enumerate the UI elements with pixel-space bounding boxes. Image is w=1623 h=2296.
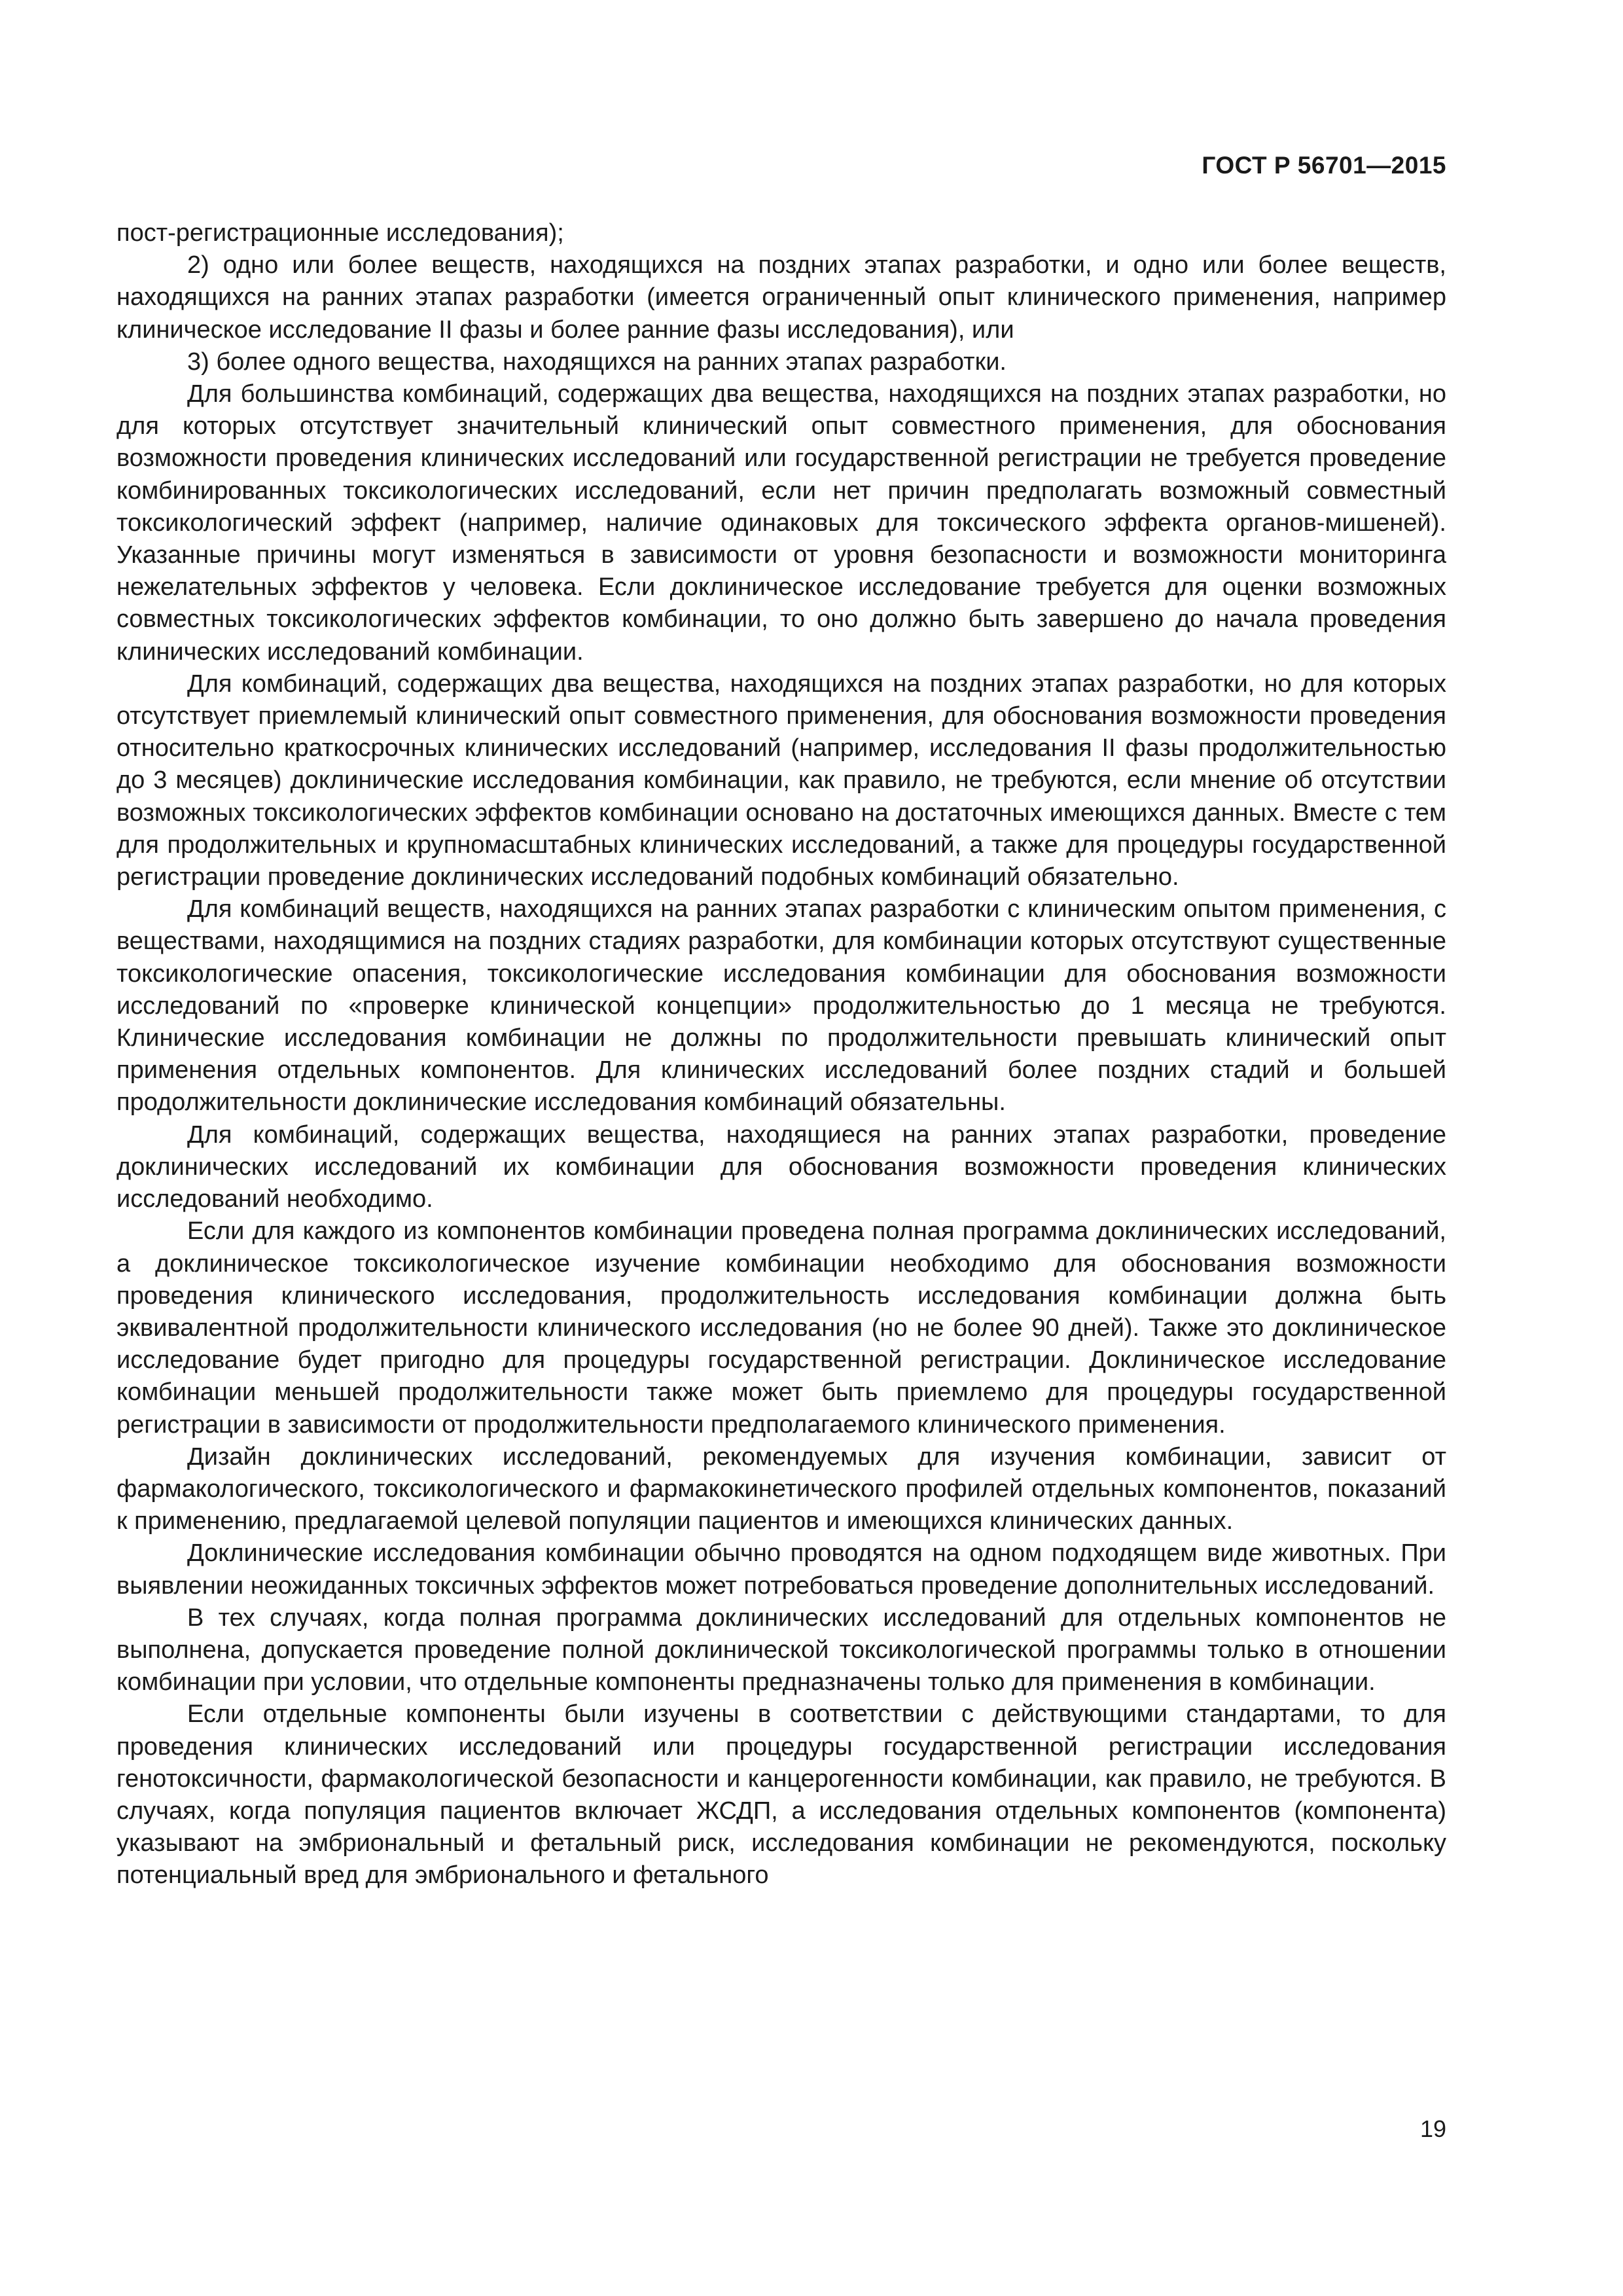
paragraph: Для комбинаций, содержащих два вещества, находящихся на поздних этапах разработки, но для которых отсутствует приемлемый клинический опыт совместного применения, для обоснования возможности проведения относительно краткосрочных клинических исследований (например, исследования II фазы продолжительностью до 3 месяцев) доклинические исследования комбинации, как правило, не требуются, если мнение об отсутствии возможных токсикологических эффектов комбинации основано на достаточных имеющихся данных. Вместе с тем для продолжительных и крупномасштабных клинических исследований, а также для процедуры государственной регистрации проведение доклинических исследований подобных комбинаций обязательно. bbox=[116, 670, 1446, 891]
paragraph: В тех случаях, когда полная программа доклинических исследований для отдельных компонентов не выполнена, допускается проведение полной доклинической токсикологической программы только в отношении комбинации при условии, что отдельные компоненты предназначены только для применения в комбинации. bbox=[116, 1604, 1446, 1696]
document-body bbox=[116, 217, 1446, 1892]
paragraph: Для большинства комбинаций, содержащих два вещества, находящихся на поздних этапах разработки, но для которых отсутствует значительный клинический опыт совместного применения, для обоснования возможности проведения клинических исследований или государственной регистрации не требуется проведение комбинированных токсикологических исследований, если нет причин предполагать возможный совместный токсикологический эффект (например, наличие одинаковых для токсического эффекта органов-мишеней). Указанные причины могут изменяться в зависимости от уровня безопасности и возможности мониторинга нежелательных эффектов у человека. Если доклиническое исследование требуется для оценки возможных совместных токсикологических эффектов комбинации, то оно должно быть завершено до начала проведения клинических исследований комбинации. bbox=[116, 380, 1446, 666]
paragraph: Для комбинаций, содержащих вещества, находящиеся на ранних этапах разработки, проведение доклинических исследований их комбинации для обоснования возможности проведения клинических исследований необходимо. bbox=[116, 1121, 1446, 1213]
document-header: ГОСТ Р 56701—2015 bbox=[1202, 152, 1446, 179]
paragraph: Если для каждого из компонентов комбинации проведена полная программа доклинических исследований, а доклиническое токсикологическое изучение комбинации необходимо для обоснования возможности проведения клинического исследования, продолжительность исследования комбинации должна быть эквивалентной продолжительности клинического исследования (но не более 90 дней). Также это доклиническое исследование будет пригодно для процедуры государственной регистрации. Доклиническое исследование комбинации меньшей продолжительности также может быть приемлемо для процедуры государственной регистрации в зависимости от продолжительности предполагаемого клинического применения. bbox=[116, 1217, 1446, 1439]
paragraph: Для комбинаций веществ, находящихся на ранних этапах разработки с клиническим опытом применения, с веществами, находящимися на поздних стадиях разработки, для комбинации которых отсутствуют существенные токсикологические опасения, токсикологические исследования комбинации для обоснования возможности исследований по «проверке клинической концепции» продолжительностью до 1 месяца не требуются. Клинические исследования комбинации не должны по продолжительности превышать клинический опыт применения отдельных компонентов. Для клинических исследований более поздних стадий и большей продолжительности доклинические исследования комбинаций обязательны. bbox=[116, 895, 1446, 1117]
list-item-3: 3) более одного вещества, находящихся на ранних этапах разработки. bbox=[187, 348, 1007, 376]
paragraph: Если отдельные компоненты были изучены в соответствии с действующими стандартами, то для проведения клинических исследований или процедуры государственной регистрации исследования генотоксичности, фармакологической безопасности и канцерогенности комбинации, как правило, не требуются. В случаях, когда популяция пациентов включает ЖСДП, а исследования отдельных компонентов (компонента) указывают на эмбриональный и фетальный риск, исследования комбинации не рекомендуются, поскольку потенциальный вред для эмбрионального и фетального bbox=[116, 1700, 1446, 1890]
list-item-2: 2) одно или более веществ, находящихся на поздних этапах разработки, и одно или более веществ, находящихся на ранних этапах разработки (имеется ограниченный опыт клинического применения, например клиническое исследование II фазы и более ранние фазы исследования), или bbox=[116, 251, 1446, 344]
paragraph-continuation: пост-регистрационные исследования); bbox=[116, 219, 564, 247]
paragraph: Доклинические исследования комбинации обычно проводятся на одном подходящем виде животных. При выявлении неожиданных токсичных эффектов может потребоваться проведение дополнительных исследований. bbox=[116, 1539, 1446, 1600]
page-number: 19 bbox=[1419, 2115, 1446, 2142]
paragraph: Дизайн доклинических исследований, рекомендуемых для изучения комбинации, зависит от фармакологического, токсикологического и фармакокинетического профилей отдельных компонентов, показаний к применению, предлагаемой целевой популяции пациентов и имеющихся клинических данных. bbox=[116, 1443, 1446, 1535]
